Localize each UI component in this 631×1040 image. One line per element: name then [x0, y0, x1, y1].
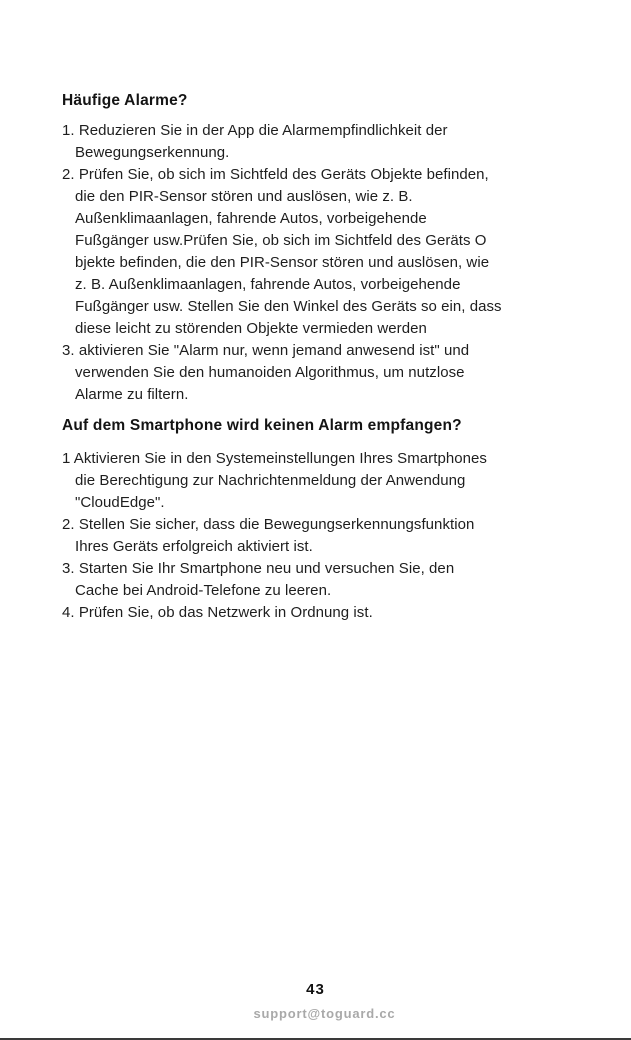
- faq-line: 4. Prüfen Sie, ob das Netzwerk in Ordnung ist.: [62, 604, 373, 621]
- faq-line: 2. Prüfen Sie, ob sich im Sichtfeld des Geräts Objekte befinden,: [62, 166, 489, 183]
- faq-line: verwenden Sie den humanoiden Algorithmus, um nutzlose: [75, 364, 465, 381]
- faq-line: z. B. Außenklimaanlagen, fahrende Autos, vorbeigehende: [75, 276, 461, 293]
- faq-line: die Berechtigung zur Nachrichtenmeldung der Anwendung: [75, 472, 466, 489]
- faq-line: Außenklimaanlagen, fahrende Autos, vorbeigehende: [75, 210, 427, 227]
- section-heading-no-alarm-received: Auf dem Smartphone wird keinen Alarm empfangen?: [62, 417, 462, 434]
- faq-line: Fußgänger usw. Stellen Sie den Winkel des Geräts so ein, dass: [75, 298, 502, 315]
- faq-line: Fußgänger usw.Prüfen Sie, ob sich im Sichtfeld des Geräts O: [75, 232, 487, 249]
- faq-line: Alarme zu filtern.: [75, 386, 189, 403]
- faq-line: 1 Aktivieren Sie in den Systemeinstellungen Ihres Smartphones: [62, 450, 487, 467]
- faq-line: 2. Stellen Sie sicher, dass die Bewegungserkennungsfunktion: [62, 516, 475, 533]
- section-heading-frequent-alarms: Häufige Alarme?: [62, 92, 188, 109]
- support-email: support@toguard.cc: [253, 1006, 396, 1021]
- page-number: 43: [306, 981, 325, 998]
- faq-line: 3. aktivieren Sie "Alarm nur, wenn jemand anwesend ist" und: [62, 342, 470, 359]
- faq-line: Cache bei Android-Telefone zu leeren.: [75, 582, 332, 599]
- faq-line: 1. Reduzieren Sie in der App die Alarmempfindlichkeit der: [62, 122, 448, 139]
- faq-line: diese leicht zu störenden Objekte vermieden werden: [75, 320, 427, 337]
- faq-line: "CloudEdge".: [75, 494, 165, 511]
- faq-line: bjekte befinden, die den PIR-Sensor stören und auslösen, wie: [75, 254, 490, 271]
- faq-line: Bewegungserkennung.: [75, 144, 230, 161]
- faq-line: Ihres Geräts erfolgreich aktiviert ist.: [75, 538, 313, 555]
- faq-line: die den PIR-Sensor stören und auslösen, wie z. B.: [75, 188, 413, 205]
- faq-line: 3. Starten Sie Ihr Smartphone neu und versuchen Sie, den: [62, 560, 455, 577]
